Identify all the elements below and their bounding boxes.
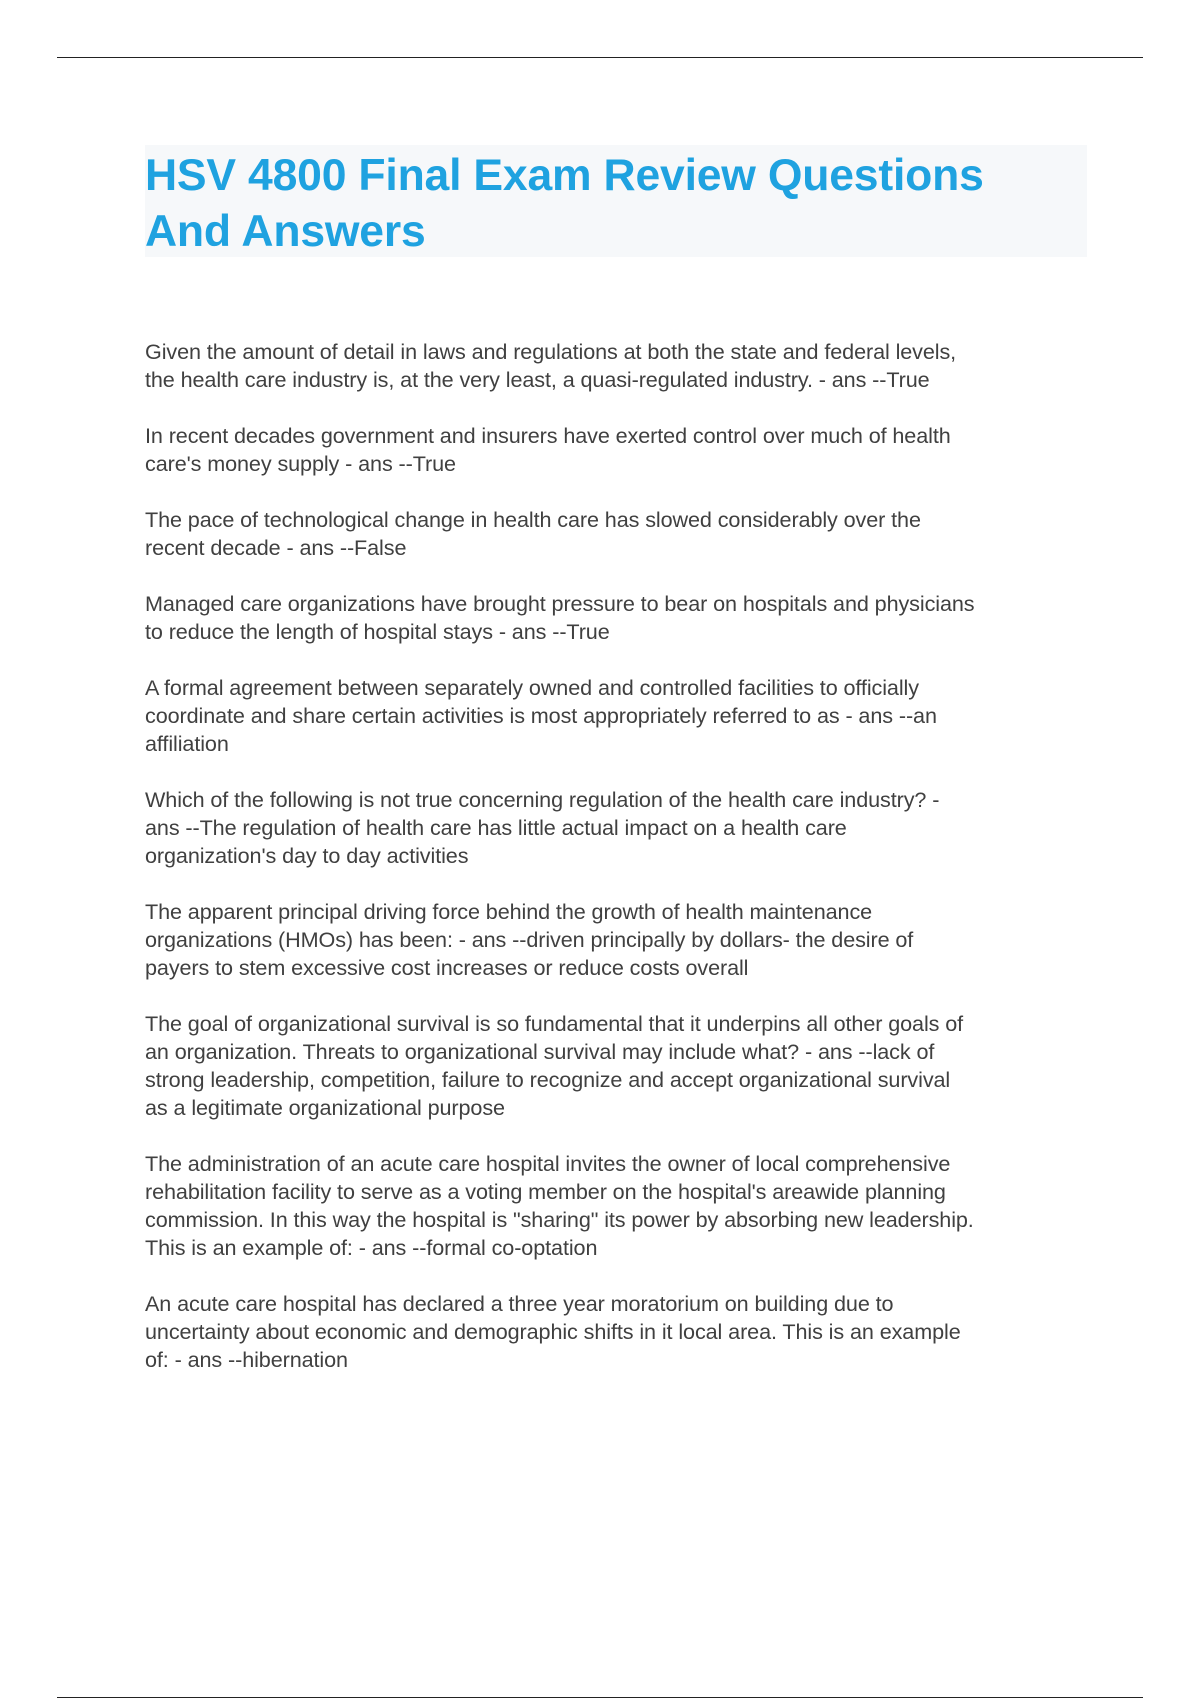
qa-item-1: Given the amount of detail in laws and regulations at both the state and federal levels, the health care industry is, at the very least, a quasi-regulated industry. - ans --True [145, 339, 957, 392]
document-title: HSV 4800 Final Exam Review Questions And Answers [145, 151, 984, 256]
qa-item-7: The apparent principal driving force behind the growth of health maintenance organizations (HMOs) has been: - ans --driven principally by dollars- the desire of payers to stem excessive cost increases or reduce costs overall [145, 899, 914, 980]
qa-item-5: A formal agreement between separately owned and controlled facilities to officially coordinate and share certain activities is most appropriately referred to as - ans --an affiliation [145, 675, 937, 756]
qa-item-9: The administration of an acute care hospital invites the owner of local comprehensive rehabilitation facility to serve as a voting member on the hospital's areawide planning commission. In this way the hospital is "sharing" its power by absorbing new leadership. This is an example of: - ans --formal co-optation [145, 1151, 974, 1260]
bottom-rule [57, 1697, 1143, 1698]
top-rule [57, 57, 1143, 58]
qa-item-8: The goal of organizational survival is so fundamental that it underpins all other goals of an organization. Threats to organizational survival may include what? - ans --lack of strong leadership, competition, failure to recognize and accept organizational survival as a legitimate organizational purpose [145, 1011, 964, 1120]
qa-list [145, 338, 1090, 1402]
qa-item-3: The pace of technological change in health care has slowed considerably over the recent decade - ans --False [145, 507, 921, 560]
qa-item-10: An acute care hospital has declared a three year moratorium on building due to uncertainty about economic and demographic shifts in it local area. This is an example of: - ans --hibernation [145, 1291, 961, 1372]
qa-item-2: In recent decades government and insurers have exerted control over much of health care's money supply - ans --True [145, 423, 951, 476]
qa-item-6: Which of the following is not true concerning regulation of the health care industry? - ans --The regulation of health care has little actual impact on a health care organization's day to day activities [145, 787, 940, 868]
qa-item-4: Managed care organizations have brought pressure to bear on hospitals and physicians to reduce the length of hospital stays - ans --True [145, 591, 975, 644]
title-banner [145, 145, 1087, 257]
